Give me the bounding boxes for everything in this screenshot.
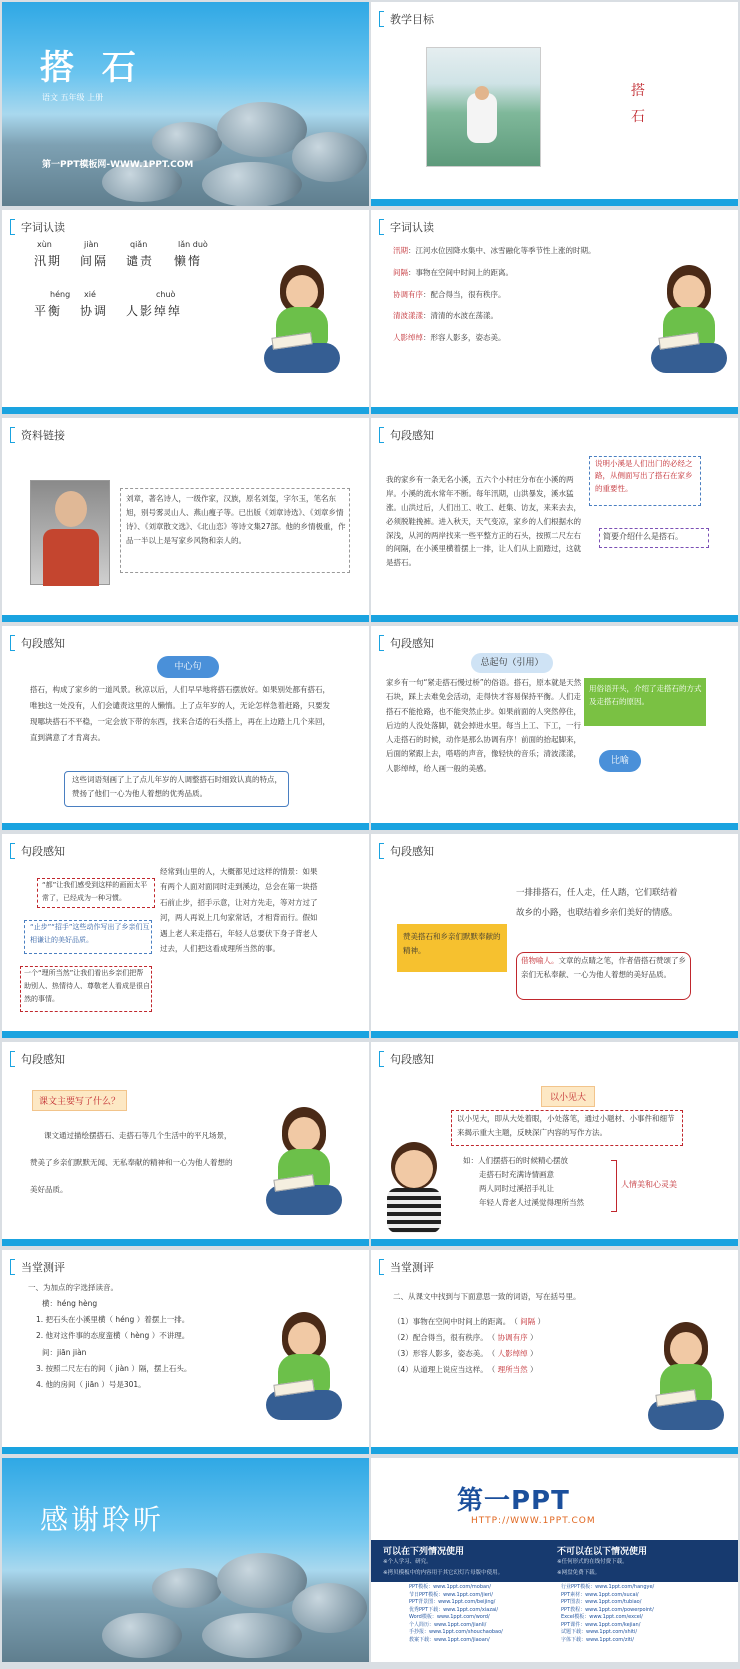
slide-header: 句段感知 — [379, 843, 434, 859]
slide-header: 教学目标 — [379, 11, 434, 27]
slide-thanks[interactable] — [2, 1458, 369, 1662]
side-char-1: 搭 — [631, 83, 645, 99]
slide-paragraph-3[interactable]: 句段感知 总起句（引用） 家乡有一句“紧走搭石慢过桥”的俗语。搭石，原本就是天然石块，踩上去难免会活动，走得快才容易保持平衡。人们走搭石不能抢路，也不能突然止步。如果前面的人突然停住，后边的人没处落脚，就会掉进水里。每当上工、下工，一行人走搭石的时候，动作是那么协调有序！前面的抬起脚来，后面的紧跟上去，嗒嗒的声音，像轻快的音乐；清波漾漾，人影绰绰，给人画一般的美感。 用俗语开头，介绍了走搭石的方式及走搭石的原因。 比喻 — [371, 626, 738, 830]
slide-subtitle: 语文 五年级 上册 — [42, 93, 104, 102]
question-label: 课文主要写了什么？ — [32, 1090, 127, 1111]
slide-paragraph-4[interactable]: 句段感知 经常到山里的人，大概都见过这样的情景：如果有两个人面对面同时走到溪边，总会在第一块搭石前止步，招手示意，让对方先走，等对方过了河，两人再说上几句家常话，才相背而行。假如遇上老人来走搭石，年轻人总要伏下身子背老人过去，人们把这看成理所当然的事。 “都”让我们感受到这样的画面太平常了，已经成为一种习惯。 “止步”“招手”这些动作写出了乡亲们互相谦让的美好品质。 一个“理所当然”让我们看出乡亲们把帮助别人、热情待人、尊敬老人看成是很自然的事情。 — [2, 834, 369, 1038]
slide-header: 句段感知 — [10, 635, 65, 651]
slide-quiz-2[interactable]: 当堂测评 二、从课文中找到与下面意思一致的词语，写在括号里。 （1）事物在空间中时间上的距离。 （ 间隔 ） （2）配合得当，很有秩序。 （ 协调有序 ） （3）形容人影多，姿态美。 （ 人影绰绰 ） （4）从道理上说应当这样。 （ 理所当然 ） — [371, 1250, 738, 1454]
slide-copyright[interactable]: 第一PPT HTTP://WWW.1PPT.COM 可以在下列情况使用 ※个人学习、研究。 ※拷贝模板中的内容用于其它幻灯片母版中使用。 不可以在以下情况使用 ※任何形式的在线付费下载。 ※网盘免费下载。 PPT模板：www.1ppt.com/moban/ 节日PPT模板：www.1ppt.com/jieri/ PPT背景图：www.1ppt.com/beijing/ 优秀PPT下载：www.1ppt.com/xiazai/ Word模板：www.1ppt.com/word/ 个人简历：www.1ppt.com/jianli/ 手抄报：www.1ppt.com/shouchaobao/ 教案下载：www.1ppt.com/jiaoan/ 行业PPT模板：www.1ppt.com/hangye/ PPT素材：www.1ppt.com/sucai/ PPT图表：www.1ppt.com/tubiao/ PPT教程：www.1ppt.com/powerpoint/ Excel模板：www.1ppt.com/excel/ PPT课件：www.1ppt.com/kejian/ 试题下载：www.1ppt.com/shiti/ 字体下载：www.1ppt.com/ziti/ — [371, 1458, 738, 1662]
illustration-image — [426, 47, 541, 167]
brand-url: HTTP://WWW.1PPT.COM — [471, 1516, 596, 1526]
slide-small-to-big[interactable]: 句段感知 以小见大 以小见大，即从大处着眼，小处落笔，通过小题材、小事件和细节来揭示重大主题，反映深广内容的写作方法。 如：人们摆搭石的时候精心摆放 走搭石时充满诗情画意 两人同时过溪招手礼让 年轻人背老人过溪觉得理所当然 人情美和心灵美 — [371, 1042, 738, 1246]
slide-quiz-1[interactable]: 当堂测评 一、为加点的字选择读音。 横：héng hèng 1. 把石头在小溪里横（ héng ）着摆上一排。 2. 他对这件事的态度蛮横（ hèng ）不讲理。 间：jiān jiàn 3. 按照二尺左右的间（ jiàn ）隔，摆上石头。 4. 他的房间（ jiān ）号是301。 — [2, 1250, 369, 1454]
tag-label: 以小见大 — [541, 1086, 595, 1107]
slide-header: 当堂测评 — [379, 1259, 434, 1275]
reading-girl-image — [264, 1312, 344, 1432]
slide-vocab-definitions[interactable]: 字词认读 汛期：江河水位因降水集中、冰雪融化等季节性上涨的时期。 间隔：事物在空间中时间上的距离。 协调有序：配合得当，很有秩序。 清波漾漾：清清的水波在荡漾。 人影绰绰：形容人影多，姿态美。 — [371, 210, 738, 414]
reading-girl-image — [646, 1322, 726, 1442]
slide-header: 句段感知 — [379, 427, 434, 443]
brand-logo: 第一PPT — [457, 1486, 570, 1516]
slide-paragraph-5[interactable]: 句段感知 一排排搭石，任人走，任人踏，它们联结着故乡的小路，也联结着乡亲们美好的情感。 赞美搭石和乡亲们默默奉献的精神。 借物喻人。文章的点睛之笔，作者借搭石赞颂了乡亲们无私奉献、一心为他人着想的美好品质。 — [371, 834, 738, 1038]
slide-header: 句段感知 — [10, 843, 65, 859]
slide-header: 当堂测评 — [10, 1259, 65, 1275]
slide-title-text: 搭 石 — [40, 48, 144, 88]
slide-header: 句段感知 — [379, 1051, 434, 1067]
slide-footer-text: 第一PPT模板网-WWW.1PPT.COM — [42, 160, 194, 170]
slide-header: 字词认读 — [10, 219, 65, 235]
slide-author-info[interactable]: 资料链接 刘章，著名诗人，一级作家，汉族，原名刘玺，字尔玉，笔名东旭，别号雾灵山人、燕山瘦子等。已出版《刘章诗选》、《刘章乡情诗》、《刘章散文选》、《北山恋》等诗文集27部。他的乡情极重，作品一半以上是写家乡风物和亲人的。 — [2, 418, 369, 622]
side-char-2: 石 — [631, 109, 645, 125]
slide-header: 字词认读 — [379, 219, 434, 235]
reading-girl-image — [262, 265, 342, 385]
slide-header: 句段感知 — [10, 1051, 65, 1067]
slide-header: 资料链接 — [10, 427, 65, 443]
slide-main-idea[interactable]: 句段感知 课文主要写了什么？ 课文通过描绘摆搭石、走搭石等几个生活中的平凡场景，赞美了乡亲们默默无闻、无私奉献的精神和一心为他人着想的美好品质。 — [2, 1042, 369, 1246]
usage-panel: 可以在下列情况使用 ※个人学习、研究。 ※拷贝模板中的内容用于其它幻灯片母版中使用。 不可以在以下情况使用 ※任何形式的在线付费下载。 ※网盘免费下载。 — [371, 1540, 738, 1582]
slide-paragraph-2[interactable]: 句段感知 中心句 搭石，构成了家乡的一道风景。秋凉以后，人们早早地将搭石摆放好。如果别处都有搭石，唯独这一处没有，人们会谴责这里的人懒惰。上了点年岁的人，无论怎样急着赶路，只要发现哪块搭石不平稳，一定会放下带的东西，找来合适的石头搭上，再在上边踏上几个来回，直到满意了才肯离去。 这些词语刻画了上了点儿年岁的人调整搭石时细致认真的特点，赞扬了他们一心为他人着想的优秀品质。 — [2, 626, 369, 830]
slide-title[interactable] — [2, 2, 369, 206]
thanks-text: 感谢聆听 — [40, 1503, 165, 1536]
slide-header: 句段感知 — [379, 635, 434, 651]
author-photo — [30, 480, 110, 585]
reading-girl-image — [264, 1107, 344, 1227]
slide-teaching-goals[interactable] — [371, 2, 738, 206]
laughing-girl-image — [379, 1142, 449, 1237]
slide-vocab-reading[interactable]: 字词认读 xùn 汛期 jiàn 间隔 qiǎn 谴责 lǎn duò 懒惰 héng 平衡 xié 协调 chuò 人影绰绰 — [2, 210, 369, 414]
reading-girl-image — [649, 265, 729, 385]
slide-paragraph-1[interactable]: 句段感知 我的家乡有一条无名小溪，五六个小村庄分布在小溪的两岸。小溪的流水常年不断。每年汛期，山洪暴发，溪水猛涨。山洪过后，人们出工、收工、赶集、访友，来来去去，必须脱鞋挽裤。进入秋天，天气变凉，家乡的人们根据水的深浅，从河的两岸找来一些平整方正的石头，按照二尺左右的间隔，在小溪里横着摆上一排，让人们从上面踏过，这就是搭石。 说明小溪是人们出门的必经之路，从侧面写出了搭石在家乡的重要性。 简要介绍什么是搭石。 — [371, 418, 738, 622]
